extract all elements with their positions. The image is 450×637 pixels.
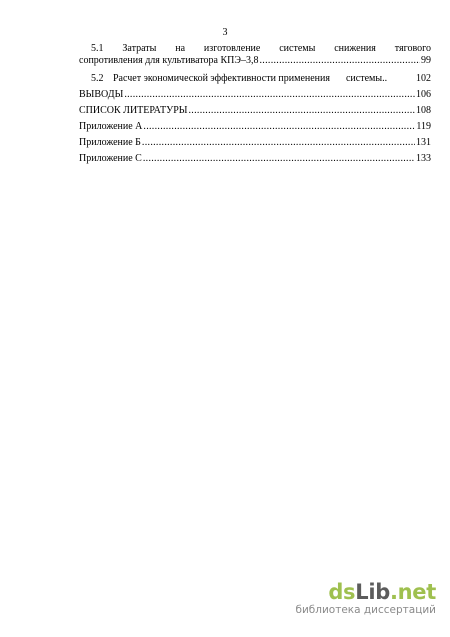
toc-word: снижения [334,43,376,54]
toc-entry-title: Расчет экономической эффективности применения [113,73,330,84]
toc-entry-number: 5.2 [91,73,104,84]
toc-word: Затраты [122,43,157,54]
dslib-watermark [295,581,436,617]
toc-entry-conclusions[interactable] [79,89,431,101]
toc-entry-title-tail: системы.. [345,73,388,84]
toc-entry-appendix-a[interactable] [79,121,431,133]
toc-page-number: 108 [416,105,431,116]
toc-word: изготовление [203,43,261,54]
toc-page-number: 99 [421,55,431,66]
toc-entry-title: сопротивления для культиватора КПЭ–3,8 [79,55,259,66]
toc-entry-5-1-line1 [79,43,431,55]
toc-entry-references[interactable] [79,105,431,117]
toc-entry-appendix-b[interactable] [79,137,431,149]
toc-entry-title: Приложение С [79,153,142,164]
toc-word: тягового [394,43,431,54]
toc-leader-dots [260,55,421,67]
toc-word: на [175,43,186,54]
toc-entry-title: СПИСОК ЛИТЕРАТУРЫ [79,105,188,116]
toc-entry-title: Приложение А [79,121,143,132]
toc-leader-dots [143,153,415,165]
toc-page-number: 119 [416,121,431,132]
table-of-contents [79,43,431,165]
page-number: 3 [222,27,228,38]
toc-entry-title: Приложение Б [79,137,141,148]
toc-page-number: 106 [416,89,431,100]
toc-entry-title: ВЫВОДЫ [79,89,124,100]
toc-page-number: 102 [416,73,431,84]
toc-page-number: 133 [416,153,431,164]
toc-leader-dots [143,121,415,133]
toc-entry-number: 5.1 [91,43,104,54]
toc-page-number: 131 [416,137,431,148]
toc-entry-5-2[interactable] [79,73,431,85]
toc-leader-dots [124,89,415,101]
dslib-logo: dsLib.net [328,580,436,604]
toc-entry-5-1[interactable] [79,43,431,67]
toc-word: системы [279,43,316,54]
toc-leader-dots [142,137,415,149]
toc-entry-5-1-line2 [79,55,431,67]
toc-leader-dots [189,105,416,117]
toc-entry-appendix-c[interactable] [79,153,431,165]
dslib-subtitle: библиотека диссертаций [295,604,436,616]
